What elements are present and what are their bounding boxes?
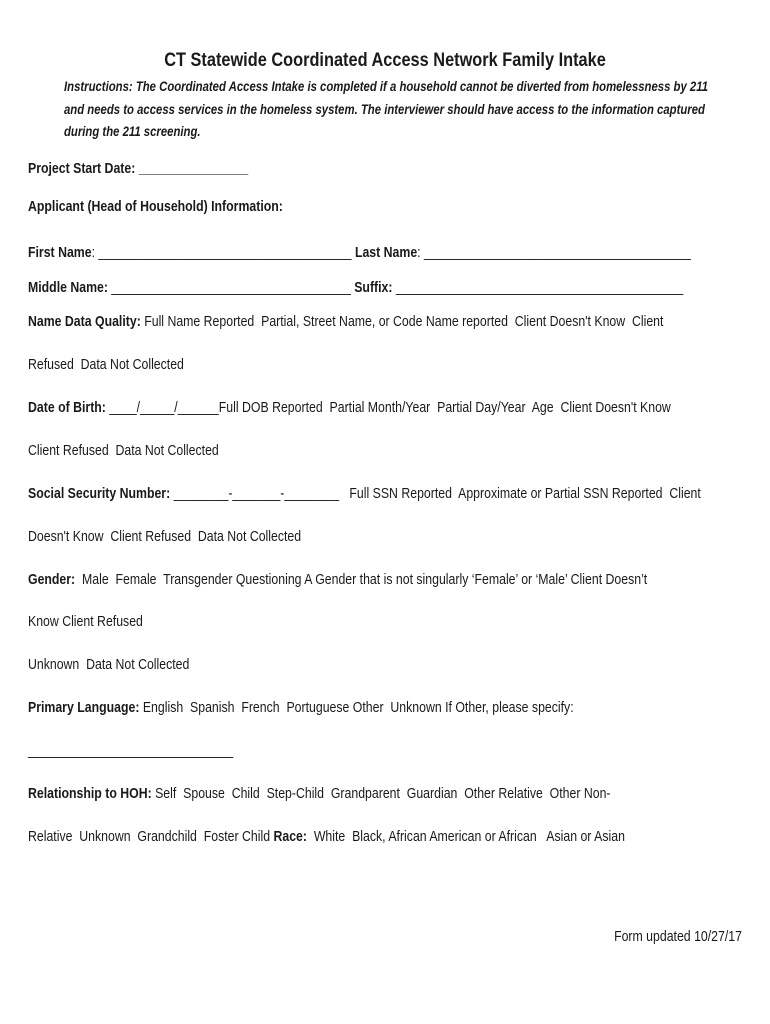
form-updated-footer: Form updated 10/27/17 (614, 928, 742, 945)
instructions (64, 76, 754, 144)
option-gender-data-not-collected: Data Not Collected (86, 656, 190, 673)
option-gender-client-refused: Client Refused (62, 613, 143, 630)
option-full-name: Full Name Reported (144, 313, 255, 330)
relationship-race-row (28, 828, 625, 845)
option-language-other: Other (352, 699, 384, 716)
ssn-label: Social Security Number: (28, 485, 171, 502)
race-label: Race: (273, 828, 307, 845)
option-gender-unknown: Unknown (28, 656, 80, 673)
option-other-non-relative-a: Other Non- (549, 785, 611, 802)
dob-row-2 (28, 442, 219, 459)
option-self: Self (155, 785, 177, 802)
option-male: Male (82, 571, 109, 588)
option-full-dob: Full DOB Reported (218, 399, 323, 416)
option-client-refused-a: Client (631, 313, 664, 330)
option-english: English (142, 699, 184, 716)
option-data-not-collected: Data Not Collected (80, 356, 184, 373)
option-spouse: Spouse (183, 785, 225, 802)
middle-name-field[interactable]: ___________________________________ (111, 279, 351, 296)
first-last-name-row: First Name: _____________________________________ Last Name: _______________________________________ (28, 244, 691, 261)
option-partial-ssn: Approximate or Partial SSN Reported (458, 485, 663, 502)
option-black-african-american: Black, African American or African (352, 828, 537, 845)
option-french: French (241, 699, 280, 716)
dob-field[interactable]: ____/_____/______ (109, 399, 219, 416)
first-name-label: First Name (28, 244, 92, 261)
option-client-doesnt-know: Client Doesn't Know (514, 313, 626, 330)
option-transgender: Transgender (163, 571, 233, 588)
last-name-field[interactable]: _______________________________________ (424, 244, 691, 261)
language-row (28, 699, 574, 716)
language-label: Primary Language: (28, 699, 140, 716)
option-age: Age (531, 399, 554, 416)
project-start-label: Project Start Date: (28, 160, 136, 177)
option-ssn-client-refused: Client Refused (110, 528, 192, 545)
option-portuguese: Portuguese (286, 699, 350, 716)
option-white: White (313, 828, 346, 845)
language-specify-row (28, 742, 233, 759)
ssn-field[interactable]: ________-_______-________ (173, 485, 340, 502)
applicant-heading: Applicant (Head of Household) Information: (28, 198, 283, 215)
option-foster-child: Foster Child (203, 828, 271, 845)
option-other-non-relative-b: Relative (28, 828, 73, 845)
option-gender-doesnt-know-a: Client Doesn’t (570, 571, 648, 588)
option-grandchild: Grandchild (137, 828, 197, 845)
ssn-row (28, 485, 701, 502)
option-female: Female (115, 571, 157, 588)
option-child: Child (231, 785, 260, 802)
option-partial-month-year: Partial Month/Year (329, 399, 431, 416)
instructions-line-2: and needs to access services in the homeless system. The interviewer should have access to the information captured (64, 101, 705, 117)
gender-row (28, 571, 647, 588)
option-ssn-data-not-collected: Data Not Collected (197, 528, 302, 545)
dob-label: Date of Birth: (28, 399, 106, 416)
option-grandparent: Grandparent (330, 785, 400, 802)
option-spanish: Spanish (190, 699, 235, 716)
option-client-refused-b: Refused (28, 356, 74, 373)
form-title: CT Statewide Coordinated Access Network Family Intake (164, 50, 606, 71)
gender-label: Gender: (28, 571, 76, 588)
name-quality-label: Name Data Quality: (28, 313, 141, 330)
middle-name-label: Middle Name: (28, 279, 108, 296)
option-questioning: Questioning (235, 571, 302, 588)
project-start-field[interactable]: ________________ (138, 160, 249, 177)
suffix-field[interactable]: __________________________________________ (395, 279, 684, 296)
instructions-line-1: Instructions: The Coordinated Access Intake is completed if a household cannot be diverted from homelessness by 211 (64, 79, 709, 94)
option-dob-client-refused: Client Refused (28, 442, 109, 459)
option-other-gender: A Gender that is not singularly ‘Female’ or ‘Male’ (304, 571, 568, 588)
option-language-unknown: Unknown If Other, please specify: (390, 699, 574, 716)
suffix-label: Suffix: (354, 279, 393, 296)
relationship-label: Relationship to HOH: (28, 785, 152, 802)
option-asian: Asian or Asian (546, 828, 625, 845)
relationship-row (28, 785, 611, 802)
option-partial-day-year: Partial Day/Year (437, 399, 526, 416)
gender-row-2 (28, 613, 143, 630)
option-relationship-unknown: Unknown (79, 828, 131, 845)
project-start-row (28, 160, 248, 177)
dob-row (28, 399, 674, 416)
option-ssn-client-b: Doesn't Know (28, 528, 104, 545)
option-dob-client-doesnt-know: Client Doesn't Know (560, 399, 671, 416)
option-dob-data-not-collected: Data Not Collected (115, 442, 219, 459)
last-name-label: Last Name (354, 244, 418, 261)
option-gender-doesnt-know-b: Know (28, 613, 59, 630)
gender-row-3 (28, 656, 189, 673)
option-ssn-client-a: Client (669, 485, 701, 502)
first-name-field[interactable]: _____________________________________ (98, 244, 352, 261)
option-partial-name: Partial, Street Name, or Code Name reported (261, 313, 508, 330)
option-full-ssn: Full SSN Reported (349, 485, 452, 502)
name-quality-row-2 (28, 356, 184, 373)
ssn-row-2 (28, 528, 301, 545)
middle-suffix-row (28, 279, 683, 296)
option-other-relative: Other Relative (464, 785, 543, 802)
instructions-line-3: during the 211 screening. (64, 124, 201, 139)
option-step-child: Step-Child (266, 785, 325, 802)
name-quality-row (28, 313, 663, 330)
language-other-field[interactable]: ______________________________ (28, 742, 234, 759)
option-guardian: Guardian (406, 785, 458, 802)
